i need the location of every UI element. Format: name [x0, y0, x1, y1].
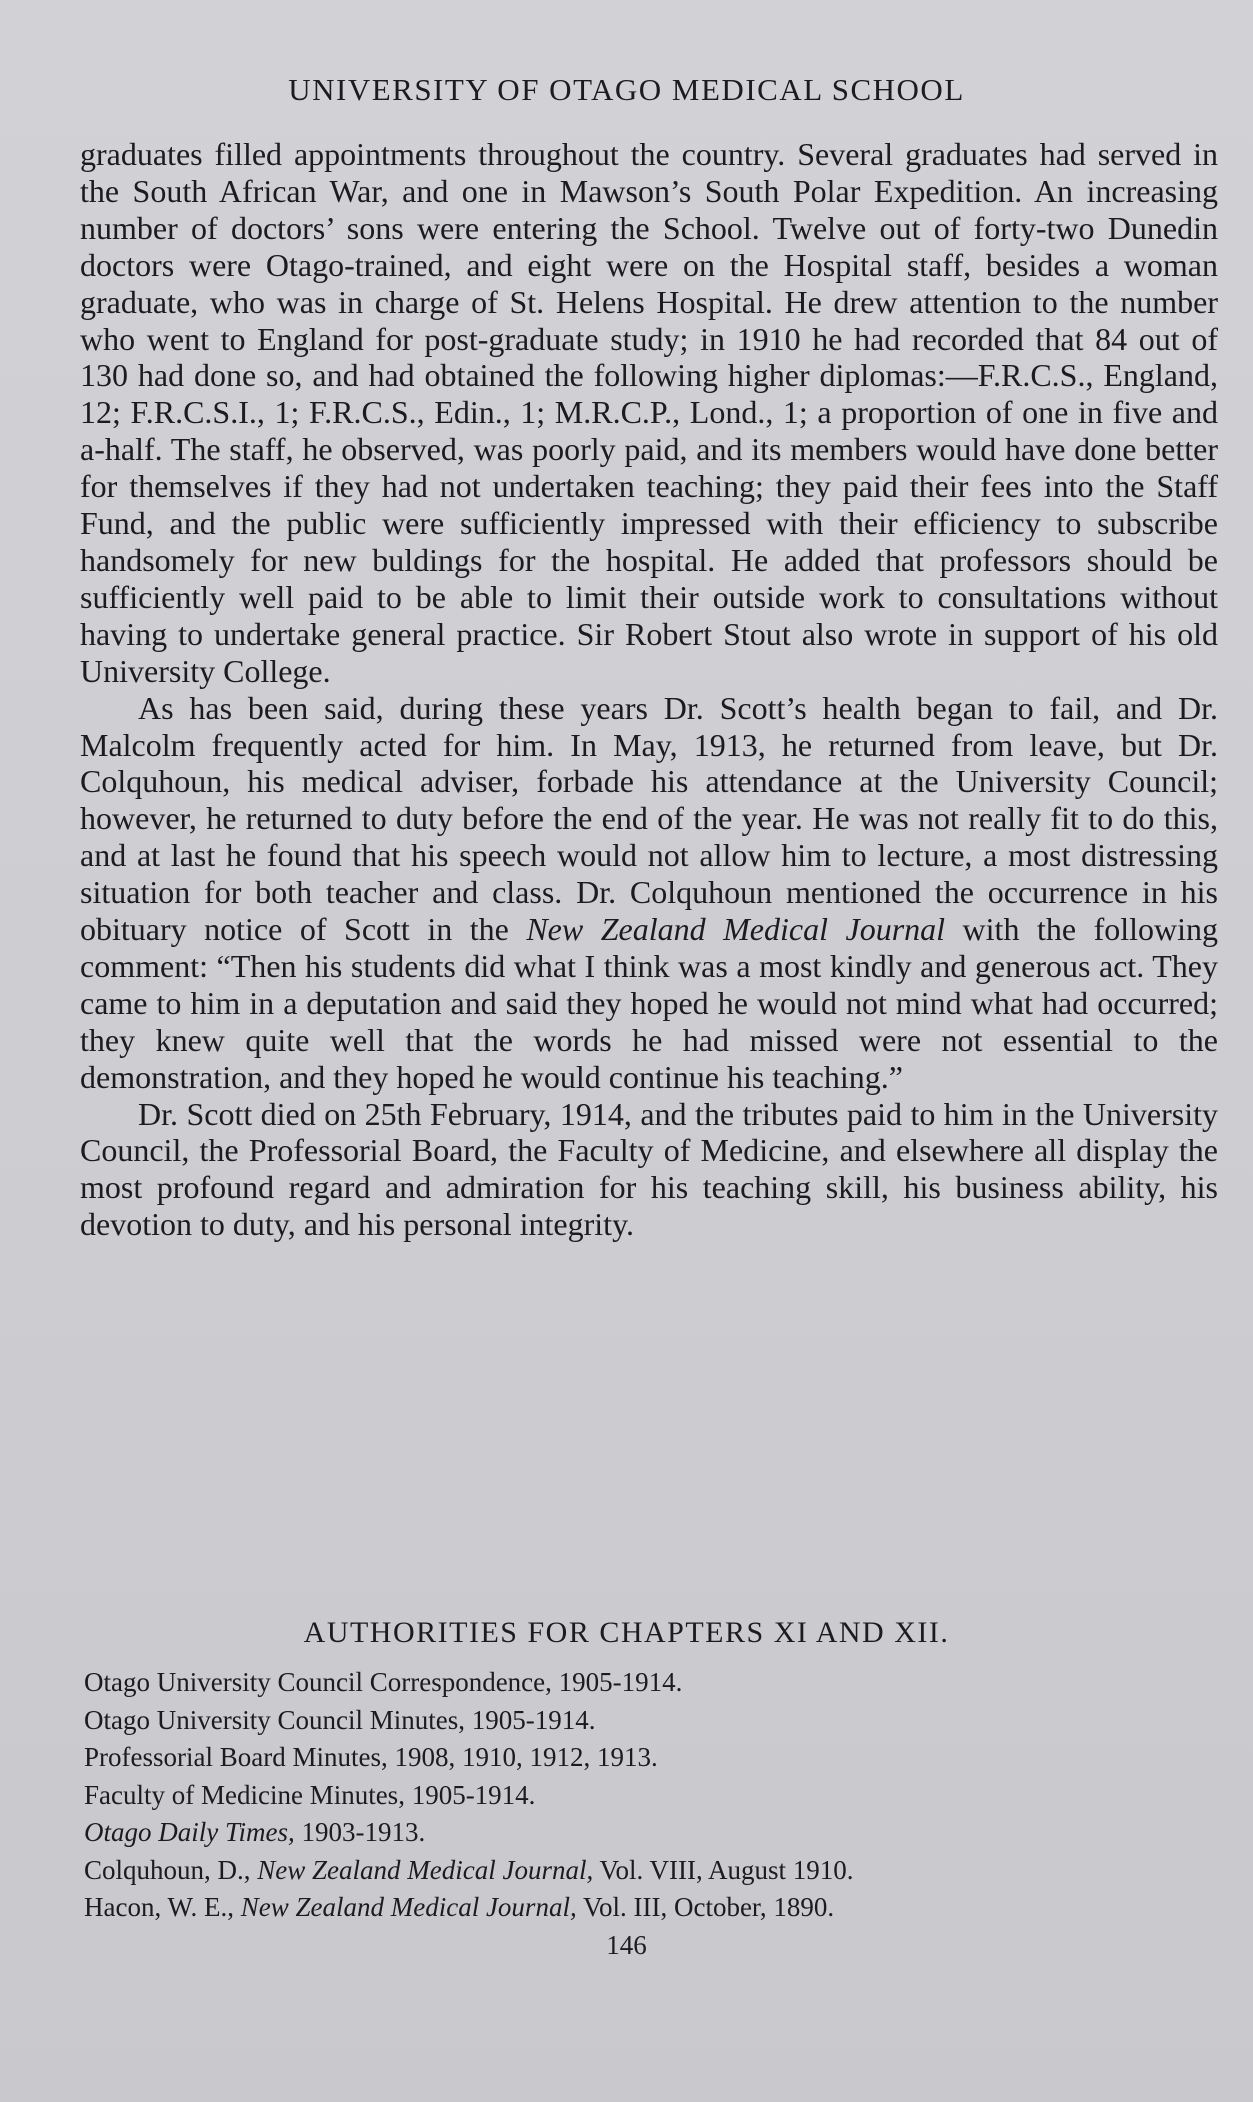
authority-italic: New Zealand Medical Journal, — [240, 1892, 577, 1922]
paragraph-2 — [80, 690, 1218, 1096]
authority-entry — [84, 1852, 1204, 1890]
authority-text: Otago University Council Minutes, 1905-1914. — [84, 1704, 596, 1735]
authority-prefix: Colquhoun, D., — [84, 1854, 258, 1885]
authority-entry — [84, 1664, 1204, 1702]
authority-italic: Otago Daily Times, — [84, 1817, 295, 1847]
authority-entry — [84, 1814, 1204, 1852]
page-number: 146 — [606, 1930, 647, 1960]
authority-text: 1903-1913. — [294, 1817, 426, 1847]
authorities-list — [84, 1664, 1204, 1927]
authority-text: Vol. III, October, 1890. — [576, 1892, 835, 1922]
body-text — [80, 136, 1218, 1243]
authority-text: Professorial Board Minutes, 1908, 1910, 1912, 1913. — [84, 1742, 658, 1772]
authority-entry — [84, 1777, 1204, 1815]
authorities-heading: AUTHORITIES FOR CHAPTERS XI AND XII. — [303, 1616, 950, 1649]
paragraph-3: Dr. Scott died on 25th February, 1914, and the tributes paid to him in the University Council, the Professorial Board, the Faculty of Medicine, and elsewhere all display the most profound regard and admiration for his teaching skill, his business ability, his devotion to duty, and his personal integrity. — [80, 1095, 1218, 1243]
journal-title: New Zealand Medical Journal — [526, 911, 946, 948]
authority-entry — [84, 1889, 1204, 1927]
paragraph-2-part-a: As has been said, during these years Dr. Scott’s health began to fail, and Dr. Malcolm frequently acted for him. In May, 1913, he returned from leave, but Dr. Colquhoun, his medical adviser, forbade his attendance at the University Council; however, he returned to duty before the end of the year. He was not really fit to do this, and at last he found that his speech would not allow him to lecture, a most distressing situation for both teacher and class. Dr. Colquhoun mentioned the occurrence in his obituary notice of Scott in the — [80, 689, 1218, 948]
authority-text: Otago University Council Correspondence, 1905-1914. — [84, 1667, 683, 1697]
authority-italic: New Zealand Medical Journal, — [257, 1854, 594, 1885]
authority-text: Faculty of Medicine Minutes, 1905-1914. — [84, 1779, 536, 1810]
authority-prefix: Hacon, W. E., — [84, 1892, 241, 1922]
running-head: UNIVERSITY OF OTAGO MEDICAL SCHOOL — [288, 72, 965, 107]
authority-entry — [84, 1739, 1204, 1777]
authority-entry — [84, 1702, 1204, 1740]
authority-text: Vol. VIII, August 1910. — [593, 1854, 854, 1885]
paragraph-2-part-b: with the following comment: “Then his students did what I think was a most kindly and generous act. They came to him in a deputation and said they hoped he would not mind what had occurred; they knew quite well that the words he had missed were not essential to the demonstration, and they hoped he would continue his teaching.” — [80, 911, 1219, 1095]
paragraph-1: graduates filled appointments throughout the country. Several graduates had served in the South African War, and one in Mawson’s South Polar Expedition. An increasing number of doctors’ sons were entering the School. Twelve out of forty-two Dunedin doctors were Otago-trained, and eight were on the Hospital staff, besides a woman graduate, who was in charge of St. Helens Hospital. He drew attention to the number who went to England for post-graduate study; in 1910 he had recorded that 84 out of 130 had done so, and had obtained the following higher diplomas:—F.R.C.S., England, 12; F.R.C.S.I., 1; F.R.C.S., Edin., 1; M.R.C.P., Lond., 1; a proportion of one in five and a-half. The staff, he observed, was poorly paid, and its members would have done better for themselves if they had not undertaken teaching; they paid their fees into the Staff Fund, and the public were sufficiently impressed with their efficiency to subscribe handsomely for new buldings for the hospital. He added that professors should be sufficiently well paid to be able to limit their outside work to consultations without having to undertake general practice. Sir Robert Stout also wrote in support of his old University College. — [80, 136, 1218, 689]
